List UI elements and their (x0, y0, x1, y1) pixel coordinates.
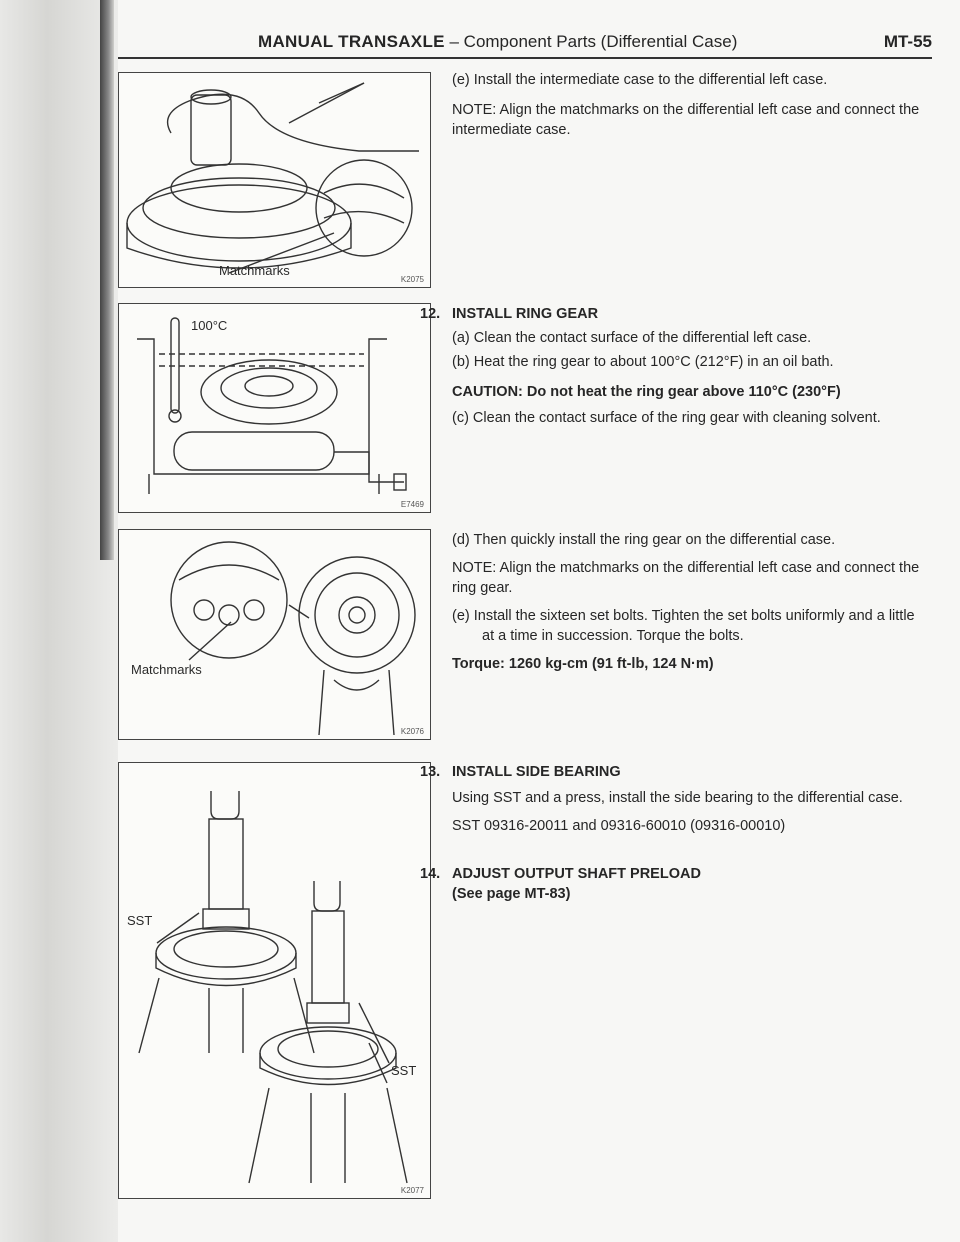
section-title: INSTALL RING GEAR (452, 306, 599, 322)
figure-label-sst: SST (391, 1063, 417, 1078)
step-text: (c) Clean the contact surface of the ring gear with cleaning solvent. (452, 410, 881, 426)
figure-code: K2075 (400, 275, 424, 284)
figure-code: E7469 (400, 500, 424, 509)
figure-code: K2076 (400, 727, 424, 736)
section-title: INSTALL SIDE BEARING (452, 764, 621, 780)
step-text: Using SST and a press, install the side bearing to the differential case. (452, 790, 903, 806)
torque-spec: Torque: 1260 kg-cm (91 ft-lb, 124 N·m) (452, 656, 714, 672)
figure-label-matchmarks: Matchmarks (131, 662, 202, 677)
ring-gear-matchmark-illustration (119, 530, 430, 739)
note-text: NOTE: Align the matchmarks on the differential left case and connect the ring gear. (452, 560, 920, 596)
figure-k2077 (118, 762, 431, 1199)
section-heading (420, 864, 922, 884)
figure-label-sst: SST (127, 913, 153, 928)
header-title-bold: MANUAL TRANSAXLE (258, 32, 445, 51)
section-12-continued (452, 530, 922, 674)
section-number: 13. (420, 764, 441, 780)
section-heading (420, 304, 922, 324)
caution-text: CAUTION: Do not heat the ring gear above 110°C (230°F) (452, 384, 841, 400)
section-subtitle: (See page MT-83) (452, 886, 571, 902)
figure-label-temperature: 100°C (191, 318, 228, 333)
step-11-e (452, 70, 922, 140)
section-title: ADJUST OUTPUT SHAFT PRELOAD (452, 866, 701, 882)
section-number: 12. (420, 306, 441, 322)
step-text: (a) Clean the contact surface of the differential left case. (452, 330, 812, 346)
section-number: 14. (420, 866, 441, 882)
oil-bath-illustration (119, 304, 430, 512)
page-header (118, 28, 932, 56)
section-heading (420, 762, 922, 782)
page-number: MT-55 (883, 32, 932, 51)
step-text: (b) Heat the ring gear to about 100°C (212°F) in an oil bath. (452, 354, 834, 370)
figure-code: K2077 (400, 1186, 424, 1195)
binding-shadow (100, 0, 114, 560)
side-bearing-press-illustration (119, 763, 430, 1198)
differential-case-illustration (119, 73, 430, 287)
figure-e7469 (118, 303, 431, 513)
section-13 (420, 762, 922, 836)
section-12 (420, 304, 922, 428)
header-title-rest: – Component Parts (Differential Case) (444, 32, 738, 51)
header-rule (118, 57, 932, 59)
figure-k2076 (118, 529, 431, 740)
section-14 (420, 864, 922, 904)
figure-label-matchmarks: Matchmarks (219, 263, 290, 278)
figure-k2075 (118, 72, 431, 288)
note-text: NOTE: Align the matchmarks on the differential left case and connect the intermediate case. (452, 102, 920, 138)
step-text: (e) Install the intermediate case to the differential left case. (452, 72, 828, 88)
step-text: (e) Install the sixteen set bolts. Tighten the set bolts uniformly and a little at a time in succession. Torque the bolts. (452, 608, 915, 644)
sst-text: SST 09316-20011 and 09316-60010 (09316-00010) (452, 818, 786, 834)
step-text: (d) Then quickly install the ring gear on the differential case. (452, 532, 836, 548)
header-title (258, 32, 737, 52)
